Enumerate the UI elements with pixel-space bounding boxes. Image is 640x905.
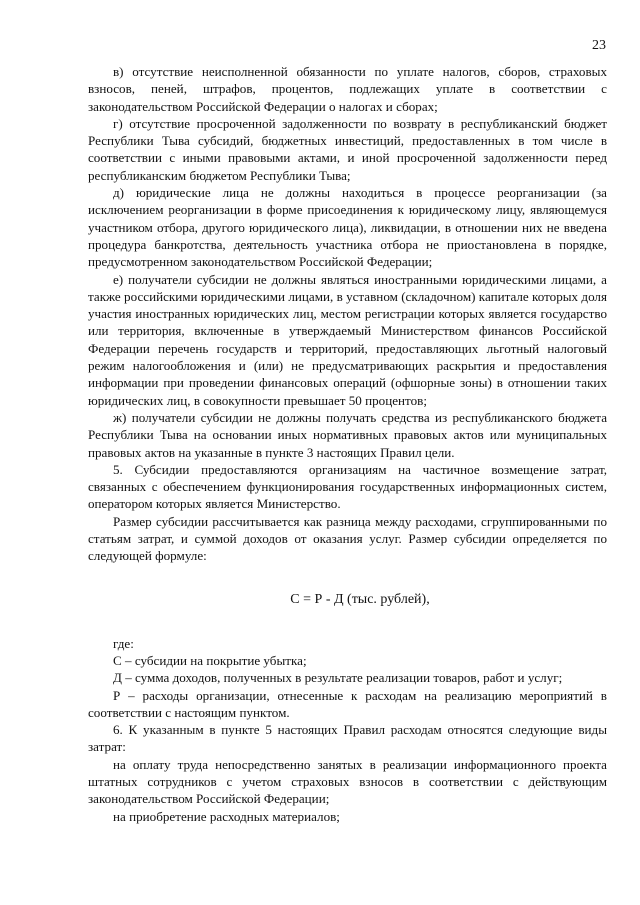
subsidy-formula: С = Р - Д (тыс. рублей), — [290, 591, 430, 607]
paragraph-clause-d: д) юридические лица не должны находиться в процессе реорганизации (за исключением реорганизации в форме присоединения к юридическому лицу, являющемуся участником отбора, другого юридического лица), ликвидации, в отношении них не введена процедура банкротства, деятельность участника отбора не приостановлена в порядке, предусмотренном законодательством Российской Федерации; — [88, 185, 607, 270]
paragraph-clause-zh: ж) получатели субсидии не должны получать средства из республиканского бюджета Республики Тыва на основании иных нормативных правовых актов или муниципальных правовых актов на указанные в пункте 3 настоящих Правил цели. — [88, 409, 607, 460]
paragraph-clause-e: е) получатели субсидии не должны являться иностранными юридическими лицами, а также российскими юридическими лицами, в уставном (складочном) капитале которых доля участия иностранных юридических лиц, местом регистрации которых является государство или территория, включенные в утверждаемый Министерством финансов Российской Федерации перечень государств и территорий, предоставляющих льготный налоговый режим налогообложения и (или) не предусматривающих раскрытия и предоставления информации при проведении финансовых операций (офшорные зоны) в отношении таких юридических лиц, в совокупности превышает 50 процентов; — [88, 271, 607, 408]
document-body — [88, 63, 607, 825]
paragraph-item-6: 6. К указанным в пункте 5 настоящих Правил расходам относятся следующие виды затрат: — [88, 722, 607, 755]
expense-materials: на приобретение расходных материалов; — [113, 808, 340, 824]
paragraph-subsidy-size: Размер субсидии рассчитывается как разница между расходами, сгруппированными по статьям затрат, и суммой доходов от оказания услуг. Размер субсидии определяется по следующей формуле: — [88, 513, 607, 564]
expense-labor: на оплату труда непосредственно занятых в реализации информационного проекта штатных сотрудников с учетом страховых взносов в соответствии с действующим законодательством Российской Федерации; — [88, 756, 607, 807]
page-number: 23 — [592, 38, 606, 53]
definition-c: С – субсидии на покрытие убытка; — [113, 652, 307, 668]
paragraph-item-5: 5. Субсидии предоставляются организациям на частичное возмещение затрат, связанных с обеспечением функционирования государственных информационных систем, оператором которых является Министерство. — [88, 461, 607, 512]
paragraph-where: где: — [113, 635, 134, 651]
definition-r: Р – расходы организации, отнесенные к расходам на реализацию мероприятий в соответствии с настоящим пунктом. — [88, 687, 607, 720]
definition-d: Д – сумма доходов, полученных в результате реализации товаров, работ и услуг; — [113, 670, 563, 686]
paragraph-clause-g: г) отсутствие просроченной задолженности по возврату в республиканский бюджет Республики Тыва субсидий, бюджетных инвестиций, предоставленных в том числе в соответствии с иными правовыми актами, и иной просроченной задолженности перед республиканским бюджетом Республики Тыва; — [88, 115, 607, 183]
paragraph-clause-v: в) отсутствие неисполненной обязанности по уплате налогов, сборов, страховых взносов, пеней, штрафов, процентов, подлежащих уплате в соответствии с законодательством Российской Федерации о налогах и сборах; — [88, 64, 607, 114]
